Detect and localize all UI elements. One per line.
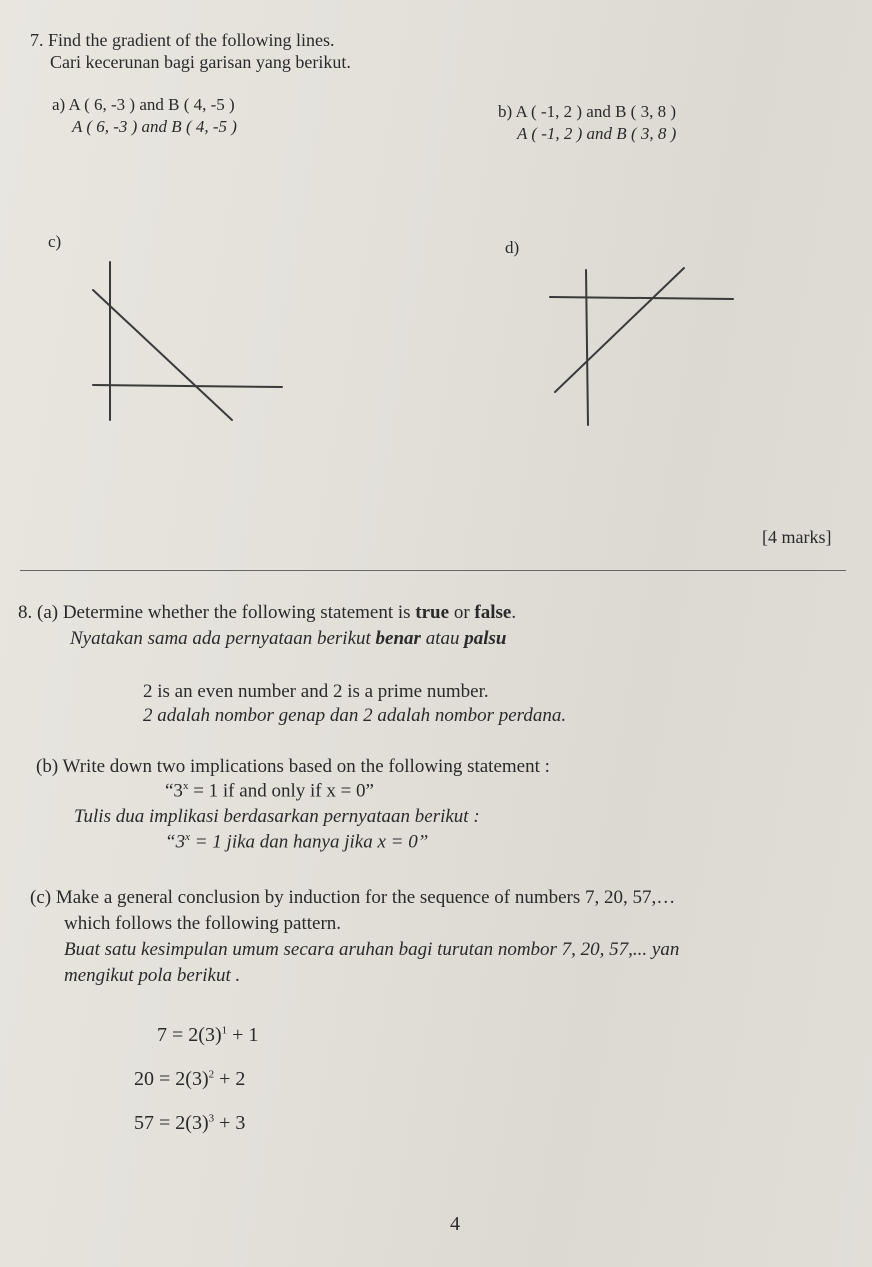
equation-3-lhs: 57 = 2(3) xyxy=(134,1112,209,1134)
q8a-heading-text: 8. (a) Determine whether the following statement is xyxy=(18,602,416,623)
equation-1-lhs: 7 = 2(3) xyxy=(157,1024,222,1046)
equation-2-rhs: + 2 xyxy=(214,1068,246,1090)
q7a-ms: A ( 6, -3 ) and B ( 4, -5 ) xyxy=(72,117,237,136)
q8c-heading: (c) Make a general conclusion by induction for the sequence of numbers 7, 20, 57,… xyxy=(30,887,676,908)
equation-3-exponent: 3 xyxy=(208,1112,215,1125)
diagram-c xyxy=(93,262,282,420)
q8c-ms: Buat satu kesimpulan umum secara aruhan bagi turutan nombor 7, 20, 57,... yan xyxy=(64,939,680,960)
equation-2-lhs: 20 = 2(3) xyxy=(134,1068,209,1090)
q8a-ms-atau: atau xyxy=(420,628,465,649)
q7-title: 7. Find the gradient of the following lines. xyxy=(30,30,335,50)
diagram-c-line xyxy=(93,290,232,420)
q8b-ms-rest: = 1 jika dan hanya jika x = 0” xyxy=(189,831,429,853)
q8b-ms: Tulis dua implikasi berdasarkan pernyataan berikut : xyxy=(74,806,480,827)
q8b-ms-open: “3 xyxy=(165,831,186,853)
equation-1 xyxy=(157,1024,258,1047)
equation-2 xyxy=(134,1068,245,1091)
q7b-ms: A ( -1, 2 ) and B ( 3, 8 ) xyxy=(517,124,677,143)
page-number: 4 xyxy=(450,1213,460,1235)
equation-3 xyxy=(134,1112,245,1135)
diagram-d-line xyxy=(555,268,684,392)
q8a-ms-benar: benar xyxy=(375,628,421,649)
q7-title-ms: Cari kecerunan bagi garisan yang berikut. xyxy=(50,52,351,72)
q8b-statement-open: “3 xyxy=(165,780,183,802)
q8a-ms-palsu: palsu xyxy=(464,628,507,649)
equation-3-rhs: + 3 xyxy=(214,1112,246,1134)
diagram-d-y-axis xyxy=(586,270,588,425)
diagram-c-x-axis xyxy=(93,385,282,387)
q8a-ms xyxy=(70,628,506,650)
q8c-heading-2: which follows the following pattern. xyxy=(64,913,342,934)
equation-1-exponent: 1 xyxy=(221,1024,228,1037)
q7c-label: c) xyxy=(48,232,62,251)
equation-1-rhs: + 1 xyxy=(227,1024,259,1046)
q8c-ms-2: mengikut pola berikut . xyxy=(64,965,241,986)
diagram-d-x-axis xyxy=(550,297,733,299)
q8a-false: false xyxy=(474,602,512,623)
diagram-d xyxy=(550,268,733,425)
q8a-statement: 2 is an even number and 2 is a prime number. xyxy=(143,681,489,702)
section-divider xyxy=(20,570,846,571)
equation-2-exponent: 2 xyxy=(208,1068,215,1081)
q8a-true: true xyxy=(415,602,450,623)
q7d-label: d) xyxy=(505,238,520,257)
q8b-ms-exponent: x xyxy=(185,831,190,843)
q7b-label: b) A ( -1, 2 ) and B ( 3, 8 ) xyxy=(498,102,677,121)
q8a-end: . xyxy=(511,602,517,623)
q8a-or: or xyxy=(449,602,475,623)
q8b-statement-rest: = 1 if and only if x = 0” xyxy=(188,780,374,802)
q8a-statement-ms: 2 adalah nombor genap dan 2 adalah nombor perdana. xyxy=(143,705,567,726)
q8b-statement xyxy=(165,780,374,802)
q8b-statement-exponent: x xyxy=(182,780,189,792)
q7-marks: [4 marks] xyxy=(762,527,832,547)
q8b-heading: (b) Write down two implications based on the following statement : xyxy=(36,756,550,777)
q8a-heading xyxy=(18,602,516,624)
q7a-label: a) A ( 6, -3 ) and B ( 4, -5 ) xyxy=(52,95,235,114)
q8a-ms-text: Nyatakan sama ada pernyataan berikut xyxy=(70,628,376,649)
q8b-statement-ms xyxy=(165,831,428,853)
